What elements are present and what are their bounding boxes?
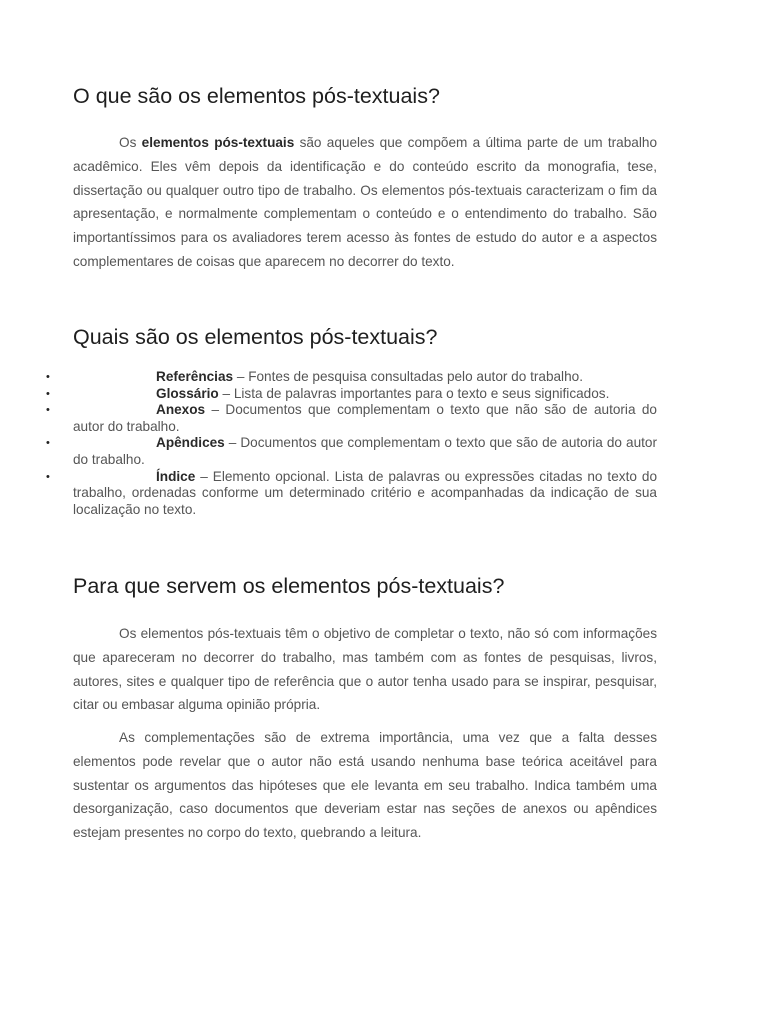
- list-item-term: Índice: [156, 468, 196, 484]
- purpose-paragraph-2: As complementações são de extrema importância, uma vez que a falta desses elementos pode revelar que o autor não está usando nenhuma base teórica aceitável para sustentar os argumentos das hipóteses que ele levanta em seu trabalho. Indica também uma desorganização, caso documentos que deveriam estar nas seções de anexos ou apêndices estejam presentes no corpo do texto, quebrando a leitura.: [73, 730, 657, 841]
- purpose-paragraph-1: Os elementos pós-textuais têm o objetivo de completar o texto, não só com informações que apareceram no decorrer do trabalho, mas também com as fontes de pesquisas, livros, autores, sites e qualquer tipo de referência que o autor tenha usado para se inspirar, pesquisar, citar ou embasar alguma opinião própria.: [73, 626, 657, 713]
- list-item: [46, 369, 657, 386]
- list-item-description: – Fontes de pesquisa consultadas pelo autor do trabalho.: [233, 369, 583, 384]
- list-item: [46, 385, 657, 403]
- bullet-icon: •: [46, 470, 50, 483]
- section-heading-purpose: Para que servem os elementos pós-textuais?: [73, 574, 505, 598]
- list-item-description: – Documentos que complementam o texto que são de autoria do autor do trabalho.: [73, 435, 657, 467]
- list-item-term: Anexos: [156, 402, 206, 418]
- bullet-icon: •: [46, 404, 50, 417]
- list-item-term: Apêndices: [156, 435, 225, 451]
- list-item: [46, 468, 657, 519]
- list-item-description: – Documentos que complementam o texto que não são de autoria do autor do trabalho.: [73, 402, 657, 434]
- intro-paragraph-bold-term: elementos pós-textuais: [141, 135, 295, 150]
- section-heading-what-are: O que são os elementos pós-textuais?: [73, 84, 440, 108]
- intro-paragraph-rest: são aqueles que compõem a última parte de um trabalho acadêmico. Eles vêm depois da identificação e do conteúdo escrito da monografia, tese, dissertação ou qualquer outro tipo de trabalho. Os elementos pós-textuais caracterizam o fim da apresentação, e normalmente complementam o conteúdo e o entendimento do trabalho. São importantíssimos para os avaliadores terem acesso às fontes de estudo do autor e a aspectos complementares de coisas que aparecem no decorrer do texto.: [73, 135, 658, 269]
- list-item: [46, 435, 657, 468]
- section-heading-which-are: Quais são os elementos pós-textuais?: [73, 325, 438, 349]
- bullet-icon: •: [46, 371, 50, 383]
- bullet-icon: •: [46, 387, 50, 400]
- elements-list: [46, 369, 657, 518]
- intro-paragraph: [73, 131, 657, 274]
- bullet-icon: •: [46, 437, 50, 450]
- list-item: [46, 402, 657, 435]
- list-item-term: Glossário: [156, 385, 219, 401]
- list-item-description: – Lista de palavras importantes para o texto e seus significados.: [218, 385, 610, 401]
- list-item-term: Referências: [156, 369, 234, 384]
- list-item-description: – Elemento opcional. Lista de palavras ou expressões citadas no texto do trabalho, ordenadas conforme um determinado critério e acompanhadas da indicação de sua localização no texto.: [73, 468, 657, 517]
- intro-paragraph-start: Os: [119, 135, 142, 150]
